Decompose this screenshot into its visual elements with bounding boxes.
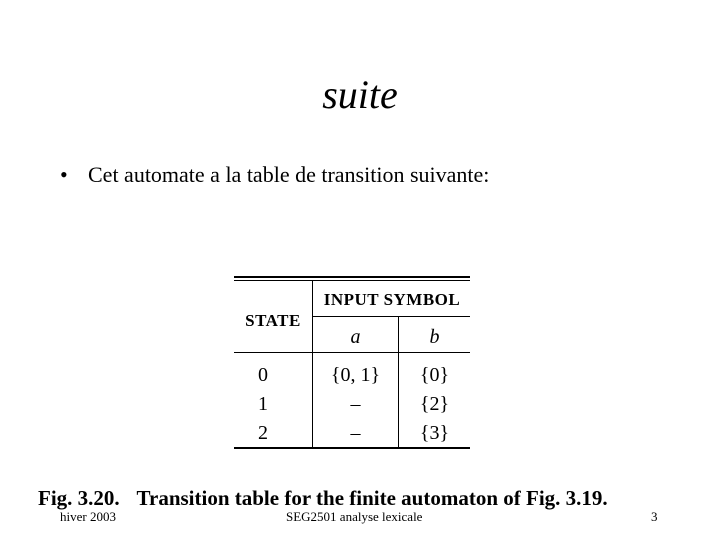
bullet-dot-icon: •: [60, 162, 68, 187]
table-top-rule-2: [234, 280, 470, 281]
bullet-text: Cet automate a la table de transition suivante:: [88, 162, 490, 187]
table-row-a: –: [350, 393, 361, 415]
table-row-state: 0: [258, 364, 268, 386]
transition-table: [234, 276, 470, 449]
state-header: STATE: [245, 311, 301, 330]
figure-number: Fig. 3.20.: [38, 486, 120, 510]
table-top-rule: [234, 276, 470, 278]
footer-center: SEG2501 analyse lexicale: [286, 509, 423, 524]
table-row-state: 2: [258, 422, 268, 444]
page-number: 3: [651, 509, 658, 524]
header-bottom-rule: [234, 352, 470, 353]
table-row-state: 1: [258, 393, 268, 415]
table-row-a: –: [350, 422, 361, 444]
table-bottom-rule: [234, 447, 470, 449]
footer-left: hiver 2003: [60, 509, 116, 524]
symbol-header-b: b: [429, 326, 440, 348]
table-row-b: {0}: [419, 364, 450, 386]
figure-caption-text: Transition table for the finite automaton of Fig. 3.19.: [136, 486, 608, 510]
symbol-header-a: a: [350, 326, 361, 348]
input-symbol-header: INPUT SYMBOL: [323, 290, 461, 309]
bullet-item: [60, 160, 489, 190]
input-header-rule: [312, 316, 470, 317]
table-row-b: {3}: [419, 422, 450, 444]
table-row-a: {0, 1}: [330, 364, 381, 386]
table-row-b: {2}: [419, 393, 450, 415]
slide-title: suite: [322, 72, 398, 117]
